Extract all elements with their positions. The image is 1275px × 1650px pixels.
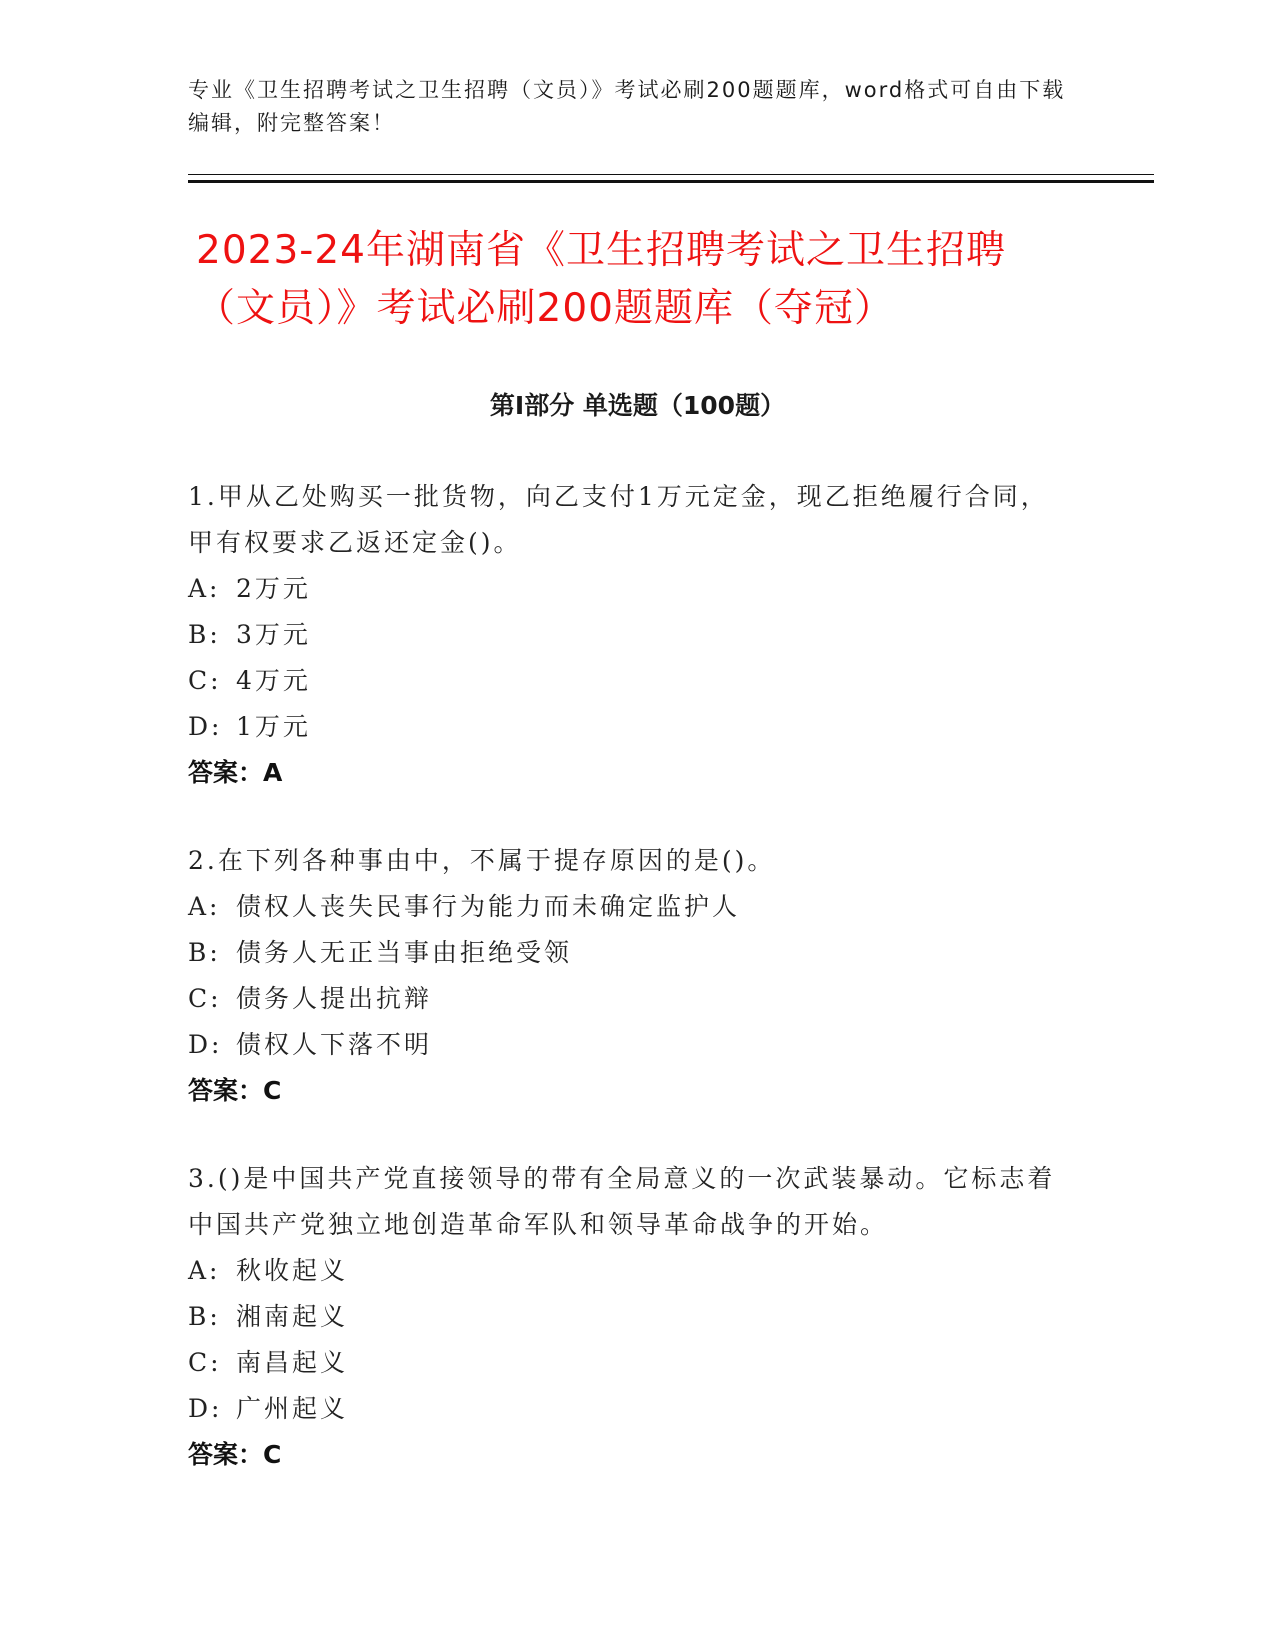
option-a — [188, 884, 1068, 930]
option-key: A: — [188, 574, 221, 603]
option-b — [188, 612, 1068, 658]
header-divider-thin — [188, 174, 1154, 175]
option-key: A: — [188, 1256, 221, 1285]
option-a — [188, 566, 1068, 612]
option-key: D: — [188, 1394, 223, 1423]
option-text: 2万元 — [236, 574, 311, 603]
option-text: 南昌起义 — [236, 1348, 349, 1377]
question-list — [188, 474, 1068, 1520]
option-c — [188, 1340, 1068, 1386]
option-d — [188, 704, 1068, 750]
option-text: 债务人无正当事由拒绝受领 — [236, 938, 573, 967]
question-stem: 3.()是中国共产党直接领导的带有全局意义的一次武装暴动。它标志着中国共产党独立地创造革命军队和领导革命战争的开始。 — [188, 1164, 1056, 1239]
option-text: 4万元 — [236, 666, 311, 695]
question-2 — [188, 838, 1068, 1114]
option-b — [188, 1294, 1068, 1340]
option-key: D: — [188, 1030, 223, 1059]
question-3 — [188, 1156, 1068, 1478]
question-1 — [188, 474, 1068, 796]
option-key: C: — [188, 1348, 222, 1377]
option-c — [188, 976, 1068, 1022]
option-text: 1万元 — [236, 712, 311, 741]
answer-line: 答案：A — [188, 758, 283, 787]
option-key: A: — [188, 892, 221, 921]
option-d — [188, 1022, 1068, 1068]
answer-line: 答案：C — [188, 1076, 282, 1105]
option-text: 秋收起义 — [236, 1256, 349, 1285]
question-stem: 2.在下列各种事由中，不属于提存原因的是()。 — [188, 846, 776, 875]
option-text: 湘南起义 — [236, 1302, 349, 1331]
option-key: B: — [188, 620, 221, 649]
option-key: B: — [188, 1302, 221, 1331]
option-b — [188, 930, 1068, 976]
header-divider-thick — [188, 180, 1154, 183]
option-a — [188, 1248, 1068, 1294]
option-key: C: — [188, 666, 222, 695]
header-note: 专业《卫生招聘考试之卫生招聘（文员）》考试必刷200题题库，word格式可自由下载编辑，附完整答案！ — [188, 78, 1066, 135]
option-text: 3万元 — [236, 620, 311, 649]
document-title: 2023-24年湖南省《卫生招聘考试之卫生招聘（文员）》考试必刷200题题库（夺冠） — [196, 228, 1006, 331]
option-key: D: — [188, 712, 223, 741]
option-text: 债务人提出抗辩 — [236, 984, 433, 1013]
option-c — [188, 658, 1068, 704]
question-stem: 1.甲从乙处购买一批货物，向乙支付1万元定金，现乙拒绝履行合同，甲有权要求乙返还定金()。 — [188, 482, 1049, 557]
option-text: 债权人丧失民事行为能力而未确定监护人 — [236, 892, 741, 921]
option-key: B: — [188, 938, 221, 967]
option-d — [188, 1386, 1068, 1432]
option-text: 广州起义 — [236, 1394, 349, 1423]
answer-line: 答案：C — [188, 1440, 282, 1469]
option-text: 债权人下落不明 — [236, 1030, 433, 1059]
section-heading: 第I部分 单选题（100题） — [489, 391, 786, 420]
option-key: C: — [188, 984, 222, 1013]
